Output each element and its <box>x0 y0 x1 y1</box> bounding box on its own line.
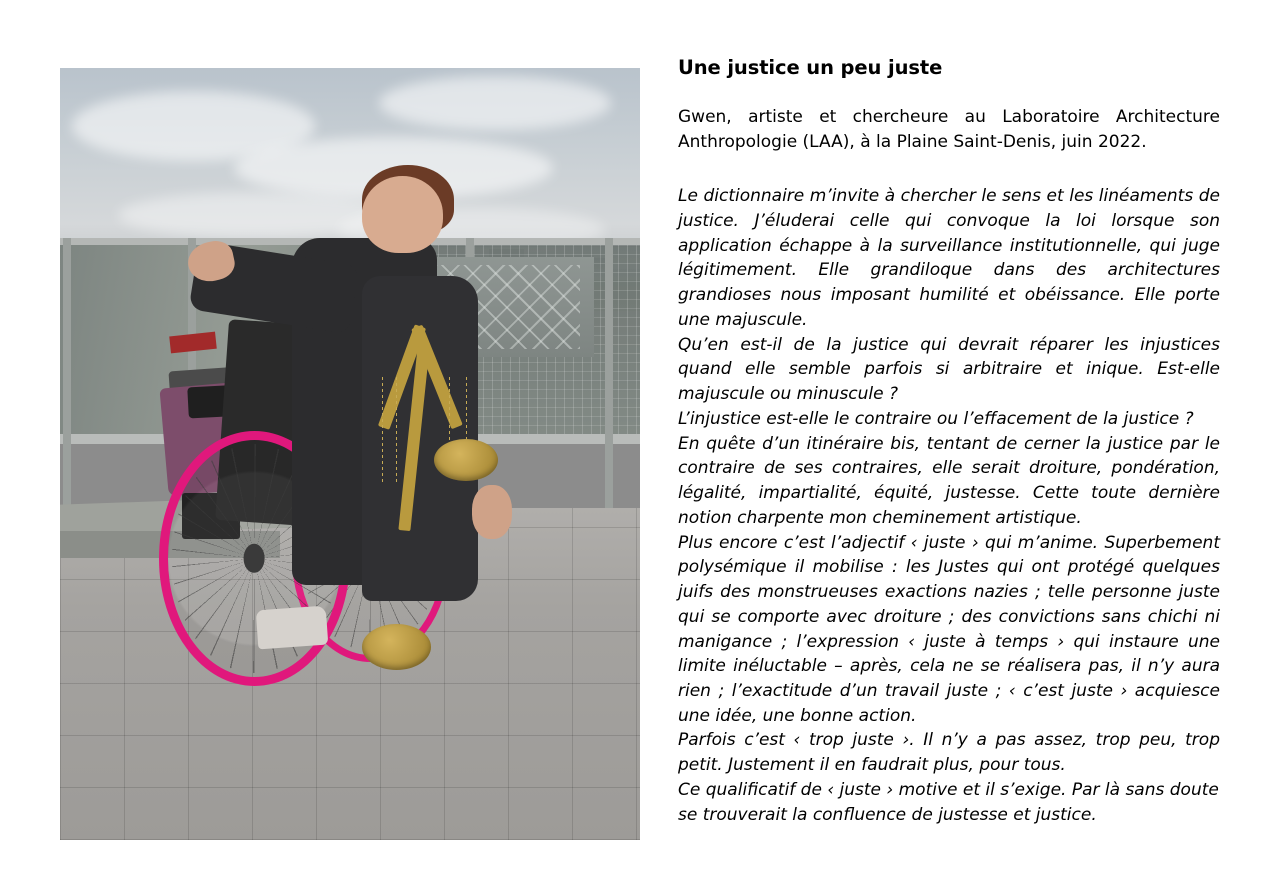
scales-chain <box>396 377 397 485</box>
paragraph: Plus encore c’est l’adjectif ‹ juste › qui m’anime. Superbement polysémique il mobilise : les Justes qui ont protégé quelques juifs des monstrueuses exactions nazies ; telle personne juste qui se comporte avec droiture ; des convictions sans chichi ni manigance ; l’expression ‹ juste à temps › qui instaure une limite inéluctable – après, cela ne se réalisera pas, il n’y aura rien ; l’exactitude d’un travail juste ; ‹ c’est juste › acquiesce une idée, une bonne action. <box>678 532 1220 726</box>
person-hand-right <box>472 485 513 539</box>
photo-caption: Gwen, artiste et chercheure au Laboratoire Architecture Anthropologie (LAA), à la Plaine Saint-Denis, juin 2022. <box>678 107 1220 152</box>
paragraph: Le dictionnaire m’invite à chercher le sens et les linéaments de justice. J’éluderai celle qui convoque la loi lorsque son application échappe à la surveillance institutionnelle, qui juge légitimement. Elle grandiloque dans des architectures grandioses nous imposant humilité et obéissance. Elle porte une majuscule. <box>678 186 1220 330</box>
cloud <box>379 76 611 130</box>
paragraph: Ce qualificatif de ‹ juste › motive et il s’exige. Par là sans doute se trouverait la confluence de justesse et justice. <box>678 779 1219 825</box>
paragraph: Qu’en est-il de la justice qui devrait réparer les injustices quand elle semble parfois si arbitraire et inique. Est-elle majuscule ou minuscule ? <box>678 334 1220 405</box>
fence-post <box>605 238 613 555</box>
paragraph: Parfois c’est ‹ trop juste ›. Il n’y a pas assez, trop peu, trop petit. Justement il en faudrait plus, pour tous. <box>678 730 1220 776</box>
photograph <box>60 68 640 840</box>
paragraph: L’injustice est-elle le contraire ou l’effacement de la justice ? <box>678 408 1194 429</box>
photo-scene <box>60 68 640 840</box>
person-head <box>362 176 443 253</box>
scales-pan-lower <box>362 624 432 670</box>
paragraph: En quête d’un itinéraire bis, tentant de cerner la justice par le contraire de ses contraires, elle serait droiture, pondération, légalité, impartialité, équité, justesse. Cette toute dernière notion charpente mon cheminement artistique. <box>678 433 1220 528</box>
text-column <box>678 56 1220 827</box>
scales-pan-upper <box>434 439 498 481</box>
page-title: Une justice un peu juste <box>678 56 943 79</box>
wheel-hub <box>244 544 265 572</box>
person-shoe <box>256 606 328 649</box>
scales-chain <box>382 377 383 485</box>
body-text <box>678 184 1220 827</box>
